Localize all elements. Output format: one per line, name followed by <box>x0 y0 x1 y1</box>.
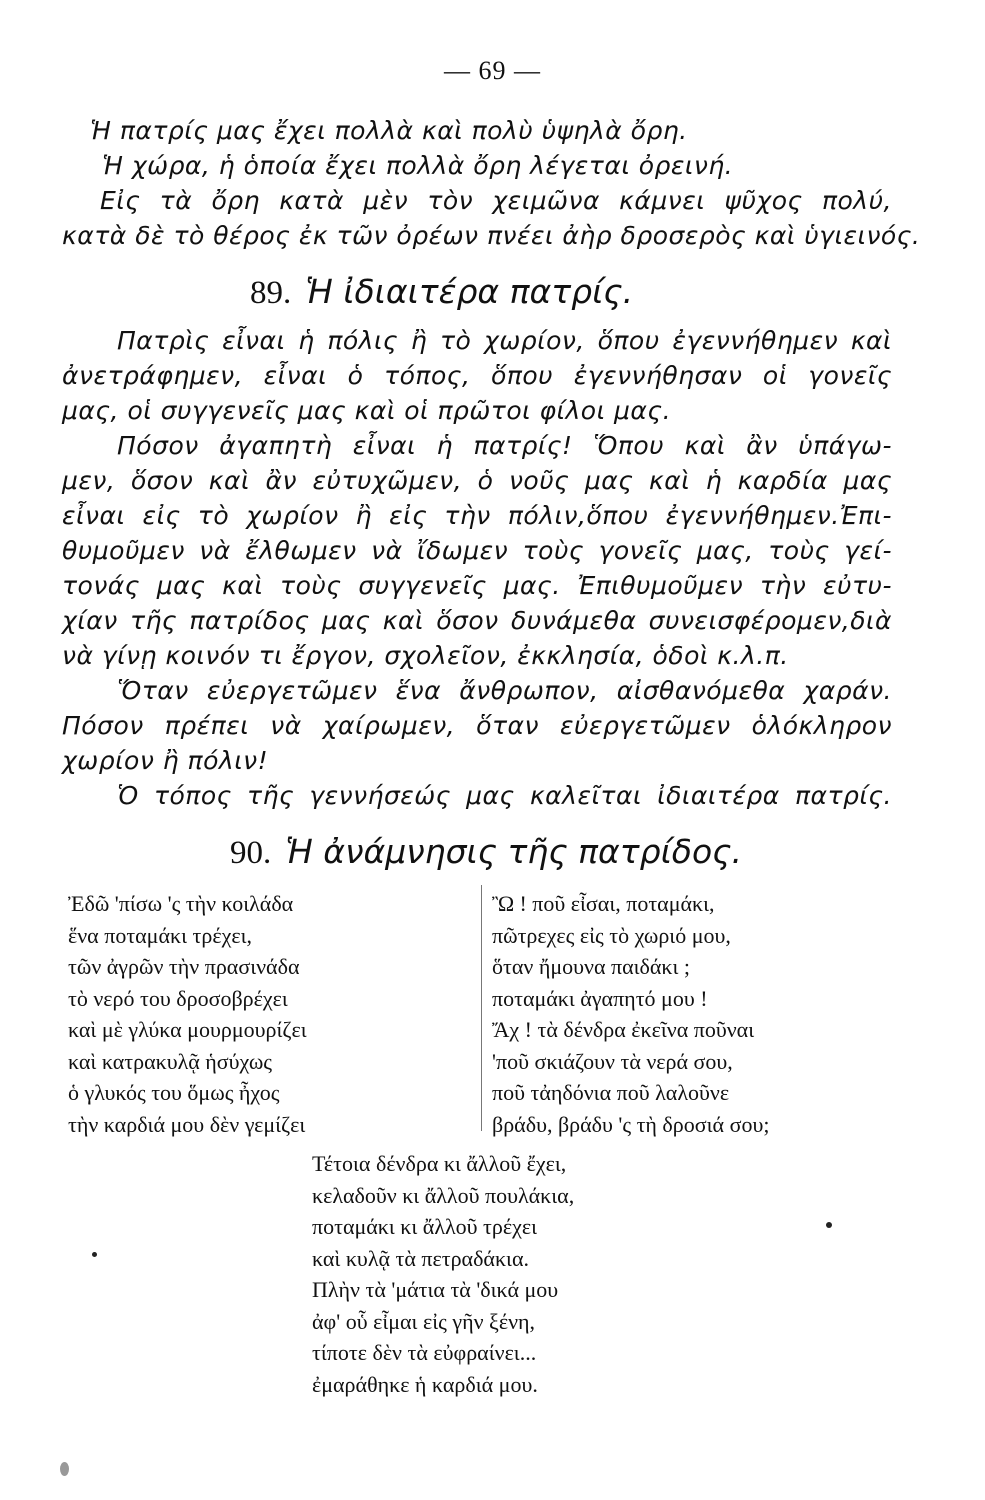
section-heading-89 <box>250 272 633 312</box>
text-line: μεν, ὅσον καὶ ἂν εὐτυχῶμεν, ὁ νοῦς μας καὶ ἡ καρδία μας <box>62 466 892 495</box>
verse-line: 'ποῦ σκιάζουν τὰ νερά σου, <box>492 1048 733 1074</box>
text-line: θυμοῦμεν νὰ ἔλθωμεν νὰ ἴδωμεν τοὺς γονεῖς μας, τοὺς γεί- <box>62 536 892 565</box>
text-line: Εἰς τὰ ὄρη κατὰ μὲν τὸν χειμῶνα κάμνει ψῦχος πολύ, <box>100 186 892 215</box>
verse-line: τίποτε δὲν τὰ εὐφραίνει... <box>312 1340 537 1365</box>
verse-line: καὶ κατρακυλᾷ ἡσύχως <box>68 1048 273 1074</box>
poem-bottom-stanza <box>312 1148 574 1400</box>
verse-line: Πλὴν τὰ 'μάτια τὰ 'δικά μου <box>312 1277 559 1302</box>
section-heading-90 <box>230 832 742 872</box>
verse-line: ποῦ τἀηδόνια ποῦ λαλοῦνε <box>492 1080 730 1105</box>
text-line: μας, οἱ συγγενεῖς μας καὶ οἱ πρῶτοι φίλοι μας. <box>62 396 672 425</box>
poem-right-column <box>492 888 769 1140</box>
section-number: 90. <box>230 835 272 871</box>
poem-left-column <box>68 888 307 1140</box>
verse-line: τῶν ἀγρῶν τὴν πρασινάδα <box>68 954 300 979</box>
text-line: Πόσον πρέπει νὰ χαίρωμεν, ὅταν εὐεργετῶμεν ὁλόκληρον <box>62 711 892 740</box>
text-line: εἶναι εἰς τὸ χωρίον ἢ εἰς τὴν πόλιν,ὅπου ἐγεννήθημεν.Ἐπι- <box>62 501 892 530</box>
verse-line: Ὢ ! ποῦ εἶσαι, ποταμάκι, <box>492 891 715 916</box>
verse-line: ποταμάκι κι ἄλλοῦ τρέχει <box>312 1214 538 1239</box>
text-line: Ὁ τόπος τῆς γεννήσεώς μας καλεῖται ἰδιαιτέρα πατρίς. <box>117 781 892 810</box>
section-title: Ἡ ἀνάμνησις τῆς πατρίδος. <box>285 832 743 871</box>
text-line: Πόσον ἀγαπητὴ εἶναι ἡ πατρίς! Ὅπου καὶ ἂν ὑπάγω- <box>117 431 892 460</box>
verse-line: ἕνα ποταμάκι τρέχει, <box>68 922 252 948</box>
section-number: 89. <box>250 275 292 311</box>
text-line: Ἡ πατρίς μας ἔχει πολλὰ καὶ πολὺ ὑψηλὰ ὄρη. <box>90 116 688 145</box>
scan-speck <box>826 1222 832 1228</box>
verse-line: ὅταν ἤμουνα παιδάκι ; <box>492 954 691 979</box>
verse-line: καὶ μὲ γλύκα μουρμουρίζει <box>68 1017 307 1042</box>
verse-line: ποταμάκι ἀγαπητό μου ! <box>492 985 708 1011</box>
verse-line: ἀφ' οὗ εἶμαι εἰς γῆν ξένη, <box>312 1308 536 1334</box>
section-89-body <box>62 323 892 813</box>
text-line: νὰ γίνῃ κοινόν τι ἔργον, σχολεῖον, ἐκκλησία, ὁδοὶ κ.λ.π. <box>62 641 789 670</box>
intro-paragraph <box>62 113 921 253</box>
verse-line: ἐμαράθηκε ἡ καρδιά μου. <box>312 1371 538 1397</box>
verse-line: κελαδοῦν κι ἄλλοῦ πουλάκια, <box>312 1182 575 1208</box>
text-line: χίαν τῆς πατρίδος μας καὶ ὅσον δυνάμεθα συνεισφέρομεν,διὰ <box>62 606 892 635</box>
verse-line: πῶτρεχες εἰς τὸ χωριό μου, <box>492 922 731 948</box>
verse-line: καὶ κυλᾷ τὰ πετραδάκια. <box>312 1245 529 1271</box>
verse-line: βράδυ, βράδυ 'ς τὴ δροσιά σου; <box>492 1111 770 1137</box>
text-line: τονάς μας καὶ τοὺς συγγενεῖς μας. Ἐπιθυμοῦμεν τὴν εὐτυ- <box>62 571 892 600</box>
scan-speck <box>92 1252 97 1257</box>
verse-line: τὴν καρδιά μου δὲν γεμίζει <box>68 1111 306 1137</box>
scan-speck <box>60 1462 69 1476</box>
verse-line: τὸ νερό του δροσοβρέχει <box>68 985 288 1011</box>
text-line: Ἡ χώρα, ἡ ὁποία ἔχει πολλὰ ὄρη λέγεται ὀρεινή. <box>102 151 734 180</box>
page-number: — 69 — <box>444 56 541 85</box>
verse-line: Ἄχ ! τὰ δένδρα ἐκεῖνα ποῦναι <box>492 1017 755 1042</box>
text-line: κατὰ δὲ τὸ θέρος ἐκ τῶν ὀρέων πνέει ἀὴρ δροσερὸς καὶ ὑγιεινός. <box>62 221 921 250</box>
verse-line: Ἐδῶ 'πίσω 'ς τὴν κοιλάδα <box>68 891 294 916</box>
text-line: ἀνετράφημεν, εἶναι ὁ τόπος, ὅπου ἐγεννήθησαν οἱ γονεῖς <box>62 361 892 390</box>
text-line: Ὅταν εὐεργετῶμεν ἕνα ἄνθρωπον, αἰσθανόμεθα χαράν. <box>117 676 892 705</box>
text-line: χωρίον ἢ πόλιν! <box>62 746 269 775</box>
verse-line: Τέτοια δένδρα κι ἄλλοῦ ἔχει, <box>312 1151 567 1176</box>
section-title: Ἡ ἰδιαιτέρα πατρίς. <box>305 272 634 311</box>
column-divider <box>481 885 482 1131</box>
text-line: Πατρὶς εἶναι ἡ πόλις ἢ τὸ χωρίον, ὅπου ἐγεννήθημεν καὶ <box>117 326 892 355</box>
verse-line: ὁ γλυκός του ὅμως ἦχος <box>68 1080 280 1105</box>
